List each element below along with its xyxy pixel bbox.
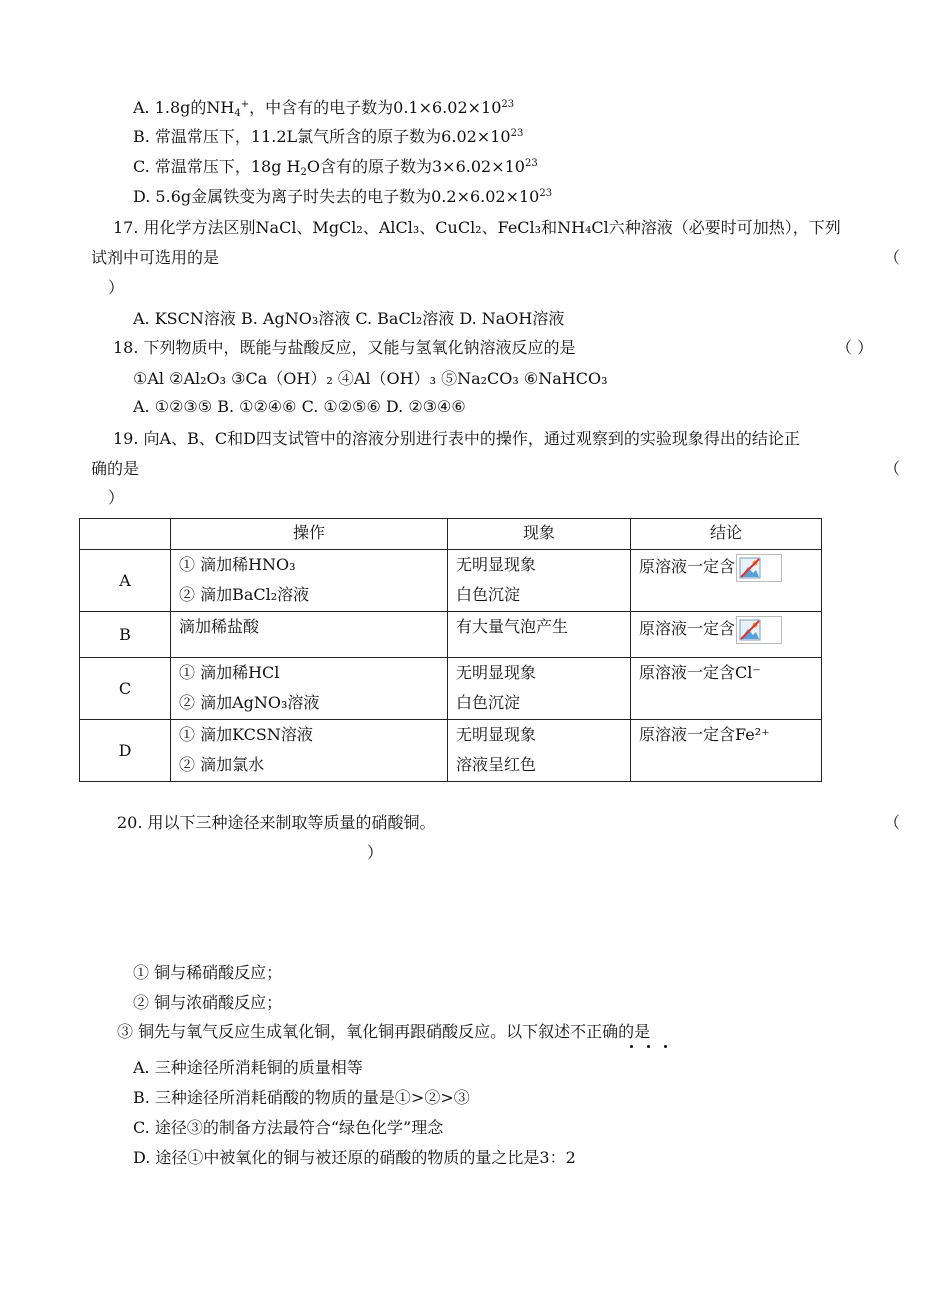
q20-paren-open: （ xyxy=(884,813,901,832)
row-operation: ① 滴加KCSN溶液 ② 滴加氯水 xyxy=(171,720,448,782)
row-conclusion: 原溶液一定含 xyxy=(631,612,822,658)
q17-stem-line1: 17. 用化学方法区别NaCl、MgCl₂、AlCl₃、CuCl₂、FeCl₃和NH₄Cl六种溶液（必要时可加热），下列 xyxy=(113,218,841,237)
q19-table xyxy=(79,518,822,782)
q16-option-c: C. 常温常压下，18g $H_2O$含有的原子数为$3\times 6.02\times 10^{23}$ xyxy=(133,157,538,178)
q17-paren-open: （ xyxy=(884,248,901,267)
table-header-conclusion: 结论 xyxy=(631,519,822,550)
q16-option-a: A. 1.8g的$NH_4^+$，中含有的电子数为$0.1\times 6.02\times 10^{23}$ xyxy=(133,98,515,119)
q19-stem-line1: 19. 向A、B、C和D四支试管中的溶液分别进行表中的操作，通过观察到的实验现象得出的结论正 xyxy=(113,429,800,448)
table-row xyxy=(80,658,822,720)
q19-stem-line2: 确的是 xyxy=(91,459,140,478)
q18-paren: （ ） xyxy=(836,338,874,357)
q20-option-c: C. 途径③的制备方法最符合“绿色化学”理念 xyxy=(133,1118,444,1137)
table-row xyxy=(80,720,822,782)
q20-option-b: B. 三种途径所消耗硝酸的物质的量是①>②>③ xyxy=(133,1088,470,1107)
q20-paren-close: ） xyxy=(367,843,384,862)
table-row xyxy=(80,612,822,658)
q19-paren-close: ） xyxy=(108,488,125,507)
q20-route-1: ① 铜与稀硝酸反应； xyxy=(133,963,283,982)
table-header-row xyxy=(80,519,822,550)
table-header-operation: 操作 xyxy=(171,519,448,550)
q17-paren-close: ） xyxy=(108,278,125,297)
q17-stem-line2: 试剂中可选用的是 xyxy=(91,248,220,267)
row-phenomenon: 无明显现象 白色沉淀 xyxy=(448,658,631,720)
q17-options: A. KSCN溶液 B. AgNO₃溶液 C. BaCl₂溶液 D. NaOH溶液 xyxy=(133,309,565,328)
row-phenomenon: 有大量气泡产生 xyxy=(448,612,631,658)
row-operation: ① 滴加稀HCl ② 滴加AgNO₃溶液 xyxy=(171,658,448,720)
q20-option-d: D. 途径①中被氧化的铜与被还原的硝酸的物质的量之比是3：2 xyxy=(133,1148,576,1167)
row-conclusion: 原溶液一定含Fe²⁺ xyxy=(631,720,822,782)
q18-items: ①Al ②Al₂O₃ ③Ca（OH）₂ ④Al（OH）₃ ⑤Na₂CO₃ ⑥NaHCO₃ xyxy=(133,369,608,388)
table-row xyxy=(80,550,822,612)
row-conclusion: 原溶液一定含 xyxy=(631,550,822,612)
q20-route-3: ③ 铜先与氧气反应生成氧化铜，氧化铜再跟硝酸反应。以下叙述不正确的是 xyxy=(117,1022,651,1041)
q20-route-2: ② 铜与浓硝酸反应； xyxy=(133,993,283,1012)
row-label: C xyxy=(80,658,171,720)
q18-stem: 18. 下列物质中，既能与盐酸反应，又能与氢氧化钠溶液反应的是 xyxy=(113,338,576,357)
q20-stem: 20. 用以下三种途径来制取等质量的硝酸铜。 xyxy=(117,813,436,832)
q20-option-a: A. 三种途径所消耗铜的质量相等 xyxy=(133,1058,363,1077)
row-label: B xyxy=(80,612,171,658)
broken-image-icon xyxy=(736,554,782,582)
row-phenomenon: 无明显现象 白色沉淀 xyxy=(448,550,631,612)
table-header-phenomenon: 现象 xyxy=(448,519,631,550)
row-label: D xyxy=(80,720,171,782)
q16-option-d: D. 5.6g金属铁变为离子时失去的电子数为$0.2\times 6.02\times 10^{23}$ xyxy=(133,187,553,206)
row-label: A xyxy=(80,550,171,612)
q16-option-b: B. 常温常压下，11.2L氯气所含的原子数为$6.02\times 10^{23}$ xyxy=(133,127,524,146)
row-operation: 滴加稀盐酸 xyxy=(171,612,448,658)
table-header-empty xyxy=(80,519,171,550)
broken-image-icon xyxy=(736,616,782,644)
q19-paren-open: （ xyxy=(884,459,901,478)
row-phenomenon: 无明显现象 溶液呈红色 xyxy=(448,720,631,782)
row-conclusion: 原溶液一定含Cl⁻ xyxy=(631,658,822,720)
row-operation: ① 滴加稀HNO₃ ② 滴加BaCl₂溶液 xyxy=(171,550,448,612)
q18-options: A. ①②③⑤ B. ①②④⑥ C. ①②⑤⑥ D. ②③④⑥ xyxy=(133,397,466,416)
